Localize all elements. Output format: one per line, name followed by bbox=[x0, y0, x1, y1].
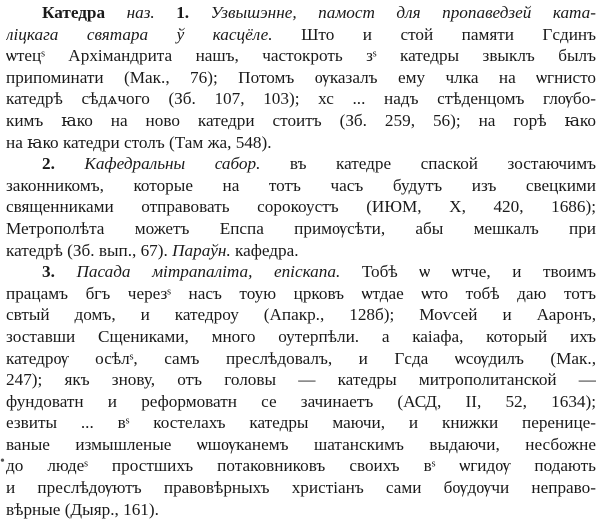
entry-line-24: вѣрные (Дыяр., 161). bbox=[6, 499, 159, 519]
entry-line-16: зоставши Сщениками, много оутерпѣли. а каіафа, который ихъ bbox=[6, 326, 596, 346]
citation-text: Тобѣ ѡ ѡтче, и твоимъ bbox=[361, 262, 596, 282]
entry-line-20: езвиты ... вˢ костелахъ катедры маючи, и книжки перенице- bbox=[6, 413, 596, 433]
grammar-label: наз. bbox=[126, 3, 155, 22]
sense-gloss-1b: ліцкага святара ў касцёле. bbox=[6, 24, 273, 44]
entry-line-5: катедрѣ сѣдѧчого (Зб. 107, 103); хс ... надъ стѣденцомъ глѹбо- bbox=[6, 89, 596, 109]
citation-text: катедрѣ (Зб. вып., 67). bbox=[6, 240, 168, 260]
cross-reference: кафедра. bbox=[235, 240, 299, 260]
entry-line-3: ѡтецˢ Архімандрита нашъ, частокроть зˢ катедры звыклъ былъ bbox=[6, 46, 596, 66]
sense-gloss-2: Кафедральны сабор. bbox=[84, 154, 261, 174]
entry-line-12 bbox=[6, 240, 596, 262]
entry-line-21: ваные измышленые ѡшѹканемъ шатанскимъ выдаючи, несбожне bbox=[6, 434, 596, 454]
entry-line-4: припоминати (Мак., 76); Потомъ ѹказалъ ему члка на ѡгнисто bbox=[6, 67, 596, 87]
sense-number-2: 2. bbox=[42, 154, 55, 174]
entry-line-13 bbox=[6, 261, 596, 283]
entry-line-22: до людеˢ простшихъ потаковниковъ своихъ вˢ ѡгидѹ подають bbox=[6, 456, 596, 476]
sense-gloss-1a: Узвышэнне, памост для пропаведзей ката- bbox=[210, 3, 596, 22]
entry-line-18: 247); якъ знову, отъ головы — катедры митрополитанской — bbox=[6, 370, 596, 390]
entry-line-6: кимъ ꙗко на ново катедри стоитъ (Зб. 259, 56); на горѣ ꙗко bbox=[6, 110, 596, 130]
entry-line-10: священниками отправовать сорокоустъ (ИЮМ, X, 420, 1686); bbox=[6, 197, 596, 217]
sense-number-3: 3. bbox=[42, 262, 55, 282]
entry-line-9: законникомъ, которые на тотъ часъ будутъ изъ свецкими bbox=[6, 175, 596, 195]
entry-line-19: фундоватн и реформоватн се зачинаетъ (АСД, II, 52, 1634); bbox=[6, 391, 596, 411]
entry-line-2 bbox=[6, 24, 596, 46]
citation-text: Што и стой памяти Гсдинъ bbox=[301, 24, 596, 44]
entry-line-15: свтый домъ, и катедроу (Апакр., 128б); Моѵсей и Ааронъ, bbox=[6, 305, 596, 325]
entry-line-7: на ꙗко катедри столъ (Там жа, 548). bbox=[6, 132, 272, 152]
entry-line-8 bbox=[6, 153, 596, 175]
entry-line-1 bbox=[6, 2, 596, 24]
entry-line-23: и преслѣдѹютъ правовѣрныхъ христіанъ сами бѹдѹчи неправо- bbox=[6, 478, 596, 498]
margin-dot: • bbox=[0, 454, 5, 469]
entry-line-17: катедрѹ осѣлˢ, самъ преслѣдовалъ, и Гсда ѡсѹдилъ (Мак., bbox=[6, 348, 596, 368]
citation-text: въ катедре спаской зостаючимъ bbox=[289, 154, 596, 174]
headword: Катедра bbox=[42, 3, 106, 22]
compare-label: Параўн. bbox=[172, 240, 231, 260]
entry-line-14: працамъ бгъ черезˢ насъ тоую црковъ ѡтдае ѡто тобѣ даю тотъ bbox=[6, 283, 596, 303]
sense-gloss-3: Пасада мітрапаліта, епіскапа. bbox=[76, 262, 341, 282]
entry-line-11: Метрополѣта можетъ Епспа примѹсѣти, абы мешкалъ при bbox=[6, 218, 596, 238]
sense-number-1: 1. bbox=[176, 3, 190, 22]
